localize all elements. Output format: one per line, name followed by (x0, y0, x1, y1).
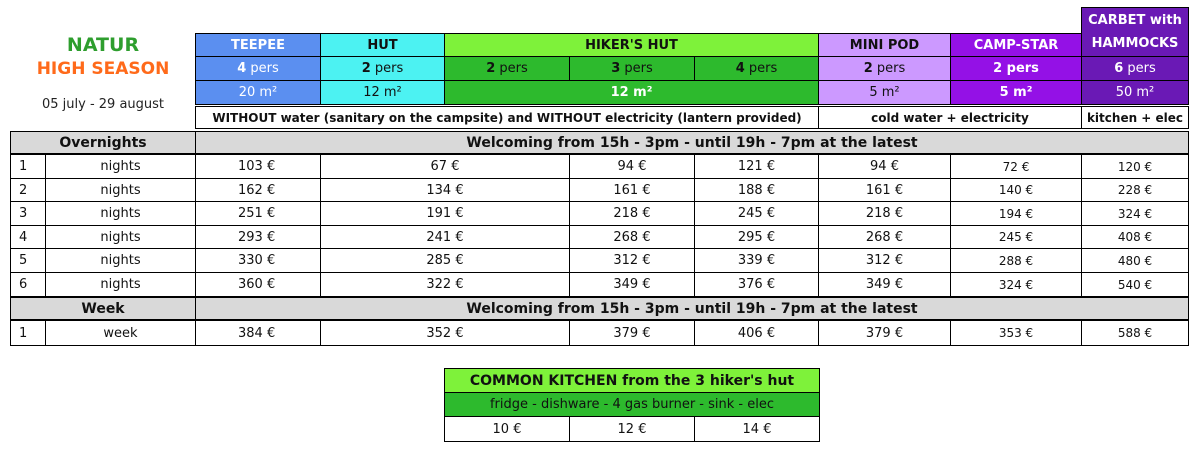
mini-pod-area: 5 m² (818, 80, 951, 105)
price-mini-pod-6-nights-text: 349 € (865, 277, 904, 292)
price-carbet-2-nights (1081, 178, 1189, 202)
camp-star-persons: 2 pers (950, 56, 1082, 81)
price-hiker4-2-nights-text: 188 € (737, 182, 776, 198)
price-carbet-3-nights (1081, 201, 1189, 226)
price-camp-star-1-nights-text: 72 € (1002, 159, 1030, 174)
price-hiker3-5-nights (569, 248, 695, 273)
teepee-area: 20 m² (195, 80, 321, 105)
price-hut-hiker2-5-nights-text: 285 € (426, 253, 464, 268)
price-hiker3-2-nights (569, 178, 695, 202)
price-hut-hiker2-2-nights-text: 134 € (426, 182, 464, 198)
price-carbet-4-nights-text: 408 € (1117, 230, 1153, 244)
price-camp-star-3-nights-text: 194 € (998, 206, 1034, 221)
price-hiker3-3-nights (569, 201, 695, 226)
price-camp-star-1-nights (950, 154, 1082, 179)
price-hiker4-4-nights (694, 225, 819, 249)
price-teepee-6-nights-text: 360 € (238, 277, 276, 292)
price-teepee-6-nights (195, 272, 321, 297)
price-hut-hiker2-week-text: 352 € (426, 325, 464, 341)
price-hut-hiker2-4-nights-text: 241 € (426, 229, 464, 245)
price-mini-pod-1-nights (818, 154, 951, 179)
camp-star-header: CAMP-STAR (950, 33, 1082, 57)
price-mini-pod-3-nights-text: 218 € (865, 206, 904, 221)
price-hiker3-1-nights (569, 154, 695, 179)
price-hiker3-3-nights-text: 218 € (613, 206, 651, 221)
row-unit-text: nights (100, 229, 141, 245)
row-number (10, 154, 46, 179)
price-carbet-6-nights (1081, 272, 1189, 297)
camp-star-area: 5 m² (950, 80, 1082, 105)
row-unit-text: nights (100, 253, 141, 268)
week-unit (45, 320, 196, 346)
brand-title: NATUR (66, 34, 140, 56)
row-unit (45, 248, 196, 273)
price-mini-pod-5-nights-text: 312 € (865, 253, 904, 268)
price-teepee-4-nights-text: 293 € (238, 229, 276, 245)
row-number-text: 5 (19, 253, 28, 268)
price-camp-star-6-nights-text: 324 € (998, 277, 1034, 292)
price-hiker4-3-nights (694, 201, 819, 226)
mini-pod-header: MINI POD (818, 33, 951, 57)
price-hut-hiker2-2-nights (320, 178, 570, 202)
row-number-text: 3 (19, 206, 28, 221)
week-number-text: 1 (19, 325, 28, 341)
price-camp-star-6-nights (950, 272, 1082, 297)
price-hiker4-week-text: 406 € (737, 325, 776, 341)
price-hut-hiker2-6-nights-text: 322 € (426, 277, 464, 292)
hut-header: HUT (320, 33, 445, 57)
season-dates: 05 july - 29 august (41, 97, 165, 112)
kitchen-description: fridge - dishware - 4 gas burner - sink - elec (444, 392, 820, 417)
price-carbet-5-nights (1081, 248, 1189, 273)
kitchen-price-2-pers: 10 € (444, 416, 570, 442)
price-hiker3-5-nights-text: 312 € (613, 253, 651, 268)
price-hiker4-1-nights-text: 121 € (737, 159, 776, 174)
price-hiker4-3-nights-text: 245 € (737, 206, 776, 221)
row-number-text: 2 (19, 182, 28, 198)
row-number (10, 272, 46, 297)
hikers-hut-2-persons: 2 pers (444, 56, 570, 81)
price-hiker4-5-nights-text: 339 € (737, 253, 776, 268)
hikers-hut-4-persons: 4 pers (694, 56, 819, 81)
price-mini-pod-2-nights-text: 161 € (865, 182, 904, 198)
week-unit-text: week (103, 325, 138, 341)
price-mini-pod-2-nights (818, 178, 951, 202)
carbet-persons: 6 pers (1081, 56, 1189, 81)
row-unit (45, 225, 196, 249)
price-teepee-1-nights (195, 154, 321, 179)
price-camp-star-4-nights-text: 245 € (998, 230, 1034, 244)
price-teepee-week-text: 384 € (238, 325, 276, 341)
week-welcome: Welcoming from 15h - 3pm - until 19h - 7pm at the latest (195, 297, 1189, 320)
price-camp-star-4-nights (950, 225, 1082, 249)
week-number (10, 320, 46, 346)
price-teepee-5-nights (195, 248, 321, 273)
price-hiker4-5-nights (694, 248, 819, 273)
price-teepee-4-nights (195, 225, 321, 249)
price-carbet-1-nights-text: 120 € (1117, 159, 1153, 174)
price-hiker4-week (694, 320, 819, 346)
price-mini-pod-week (818, 320, 951, 346)
price-camp-star-2-nights-text: 140 € (998, 183, 1034, 197)
price-hiker4-1-nights (694, 154, 819, 179)
price-hiker3-week (569, 320, 695, 346)
price-camp-star-3-nights (950, 201, 1082, 226)
price-hiker3-1-nights-text: 94 € (617, 159, 647, 174)
kitchen-price-4-pers: 14 € (694, 416, 820, 442)
price-camp-star-week-text: 353 € (998, 326, 1034, 340)
row-number-text: 6 (19, 277, 28, 292)
row-unit-text: nights (100, 277, 141, 292)
carbet-header: CARBET with HAMMOCKS (1081, 7, 1189, 57)
price-hut-hiker2-1-nights (320, 154, 570, 179)
overnights-welcome: Welcoming from 15h - 3pm - until 19h - 7pm at the latest (195, 131, 1189, 154)
price-mini-pod-4-nights (818, 225, 951, 249)
price-camp-star-week (950, 320, 1082, 346)
price-carbet-week-text: 588 € (1117, 326, 1153, 340)
row-number (10, 225, 46, 249)
price-mini-pod-week-text: 379 € (865, 325, 904, 341)
price-hiker4-6-nights-text: 376 € (737, 277, 776, 292)
price-mini-pod-5-nights (818, 248, 951, 273)
price-hiker3-6-nights-text: 349 € (613, 277, 651, 292)
price-teepee-3-nights (195, 201, 321, 226)
hikers-hut-3-persons: 3 pers (569, 56, 695, 81)
price-teepee-2-nights-text: 162 € (238, 182, 276, 198)
overnights-header: Overnights (10, 131, 196, 154)
price-teepee-5-nights-text: 330 € (238, 253, 276, 268)
price-teepee-1-nights-text: 103 € (238, 159, 276, 174)
row-unit (45, 154, 196, 179)
price-mini-pod-6-nights (818, 272, 951, 297)
hikers-hut-area: 12 m² (444, 80, 819, 105)
price-mini-pod-3-nights (818, 201, 951, 226)
row-number (10, 201, 46, 226)
price-carbet-4-nights (1081, 225, 1189, 249)
price-carbet-2-nights-text: 228 € (1117, 183, 1153, 197)
price-mini-pod-1-nights-text: 94 € (870, 159, 899, 174)
price-carbet-week (1081, 320, 1189, 346)
price-hiker3-6-nights (569, 272, 695, 297)
price-carbet-1-nights (1081, 154, 1189, 179)
row-unit-text: nights (100, 206, 141, 221)
price-hut-hiker2-4-nights (320, 225, 570, 249)
carbet-area: 50 m² (1081, 80, 1189, 105)
row-unit-text: nights (100, 159, 141, 174)
price-hiker3-2-nights-text: 161 € (613, 182, 651, 198)
price-hut-hiker2-5-nights (320, 248, 570, 273)
row-unit-text: nights (100, 182, 141, 198)
price-hiker3-4-nights (569, 225, 695, 249)
cold-water-note: cold water + electricity (818, 106, 1082, 129)
mini-pod-persons: 2 pers (818, 56, 951, 81)
hut-area: 12 m² (320, 80, 445, 105)
price-hut-hiker2-6-nights (320, 272, 570, 297)
price-camp-star-2-nights (950, 178, 1082, 202)
hikers-hut-header: HIKER'S HUT (444, 33, 819, 57)
teepee-header: TEEPEE (195, 33, 321, 57)
row-unit (45, 201, 196, 226)
price-carbet-3-nights-text: 324 € (1117, 206, 1153, 221)
kitchen-price-3-pers: 12 € (569, 416, 695, 442)
price-mini-pod-4-nights-text: 268 € (865, 229, 904, 245)
week-header: Week (10, 297, 196, 320)
hut-persons: 2 pers (320, 56, 445, 81)
price-carbet-5-nights-text: 480 € (1117, 253, 1153, 268)
teepee-persons: 4 pers (195, 56, 321, 81)
price-hiker3-week-text: 379 € (613, 325, 651, 341)
kitchen-elec-note: kitchen + elec (1081, 106, 1189, 129)
price-camp-star-5-nights (950, 248, 1082, 273)
row-number-text: 4 (19, 229, 28, 245)
price-hut-hiker2-1-nights-text: 67 € (430, 159, 460, 174)
price-hiker3-4-nights-text: 268 € (613, 229, 651, 245)
row-number-text: 1 (19, 159, 28, 174)
price-hiker4-6-nights (694, 272, 819, 297)
price-teepee-week (195, 320, 321, 346)
row-number (10, 248, 46, 273)
price-hiker4-2-nights (694, 178, 819, 202)
price-hut-hiker2-3-nights (320, 201, 570, 226)
price-teepee-3-nights-text: 251 € (238, 206, 276, 221)
row-unit (45, 272, 196, 297)
price-carbet-6-nights-text: 540 € (1117, 277, 1153, 292)
kitchen-title: COMMON KITCHEN from the 3 hiker's hut (444, 368, 820, 393)
row-number (10, 178, 46, 202)
price-hut-hiker2-3-nights-text: 191 € (426, 206, 464, 221)
price-teepee-2-nights (195, 178, 321, 202)
price-hiker4-4-nights-text: 295 € (737, 229, 776, 245)
season-title: HIGH SEASON (36, 59, 170, 79)
price-hut-hiker2-week (320, 320, 570, 346)
row-unit (45, 178, 196, 202)
price-camp-star-5-nights-text: 288 € (998, 253, 1034, 268)
without-utilities-note: WITHOUT water (sanitary on the campsite) and WITHOUT electricity (lantern provided) (195, 106, 819, 129)
